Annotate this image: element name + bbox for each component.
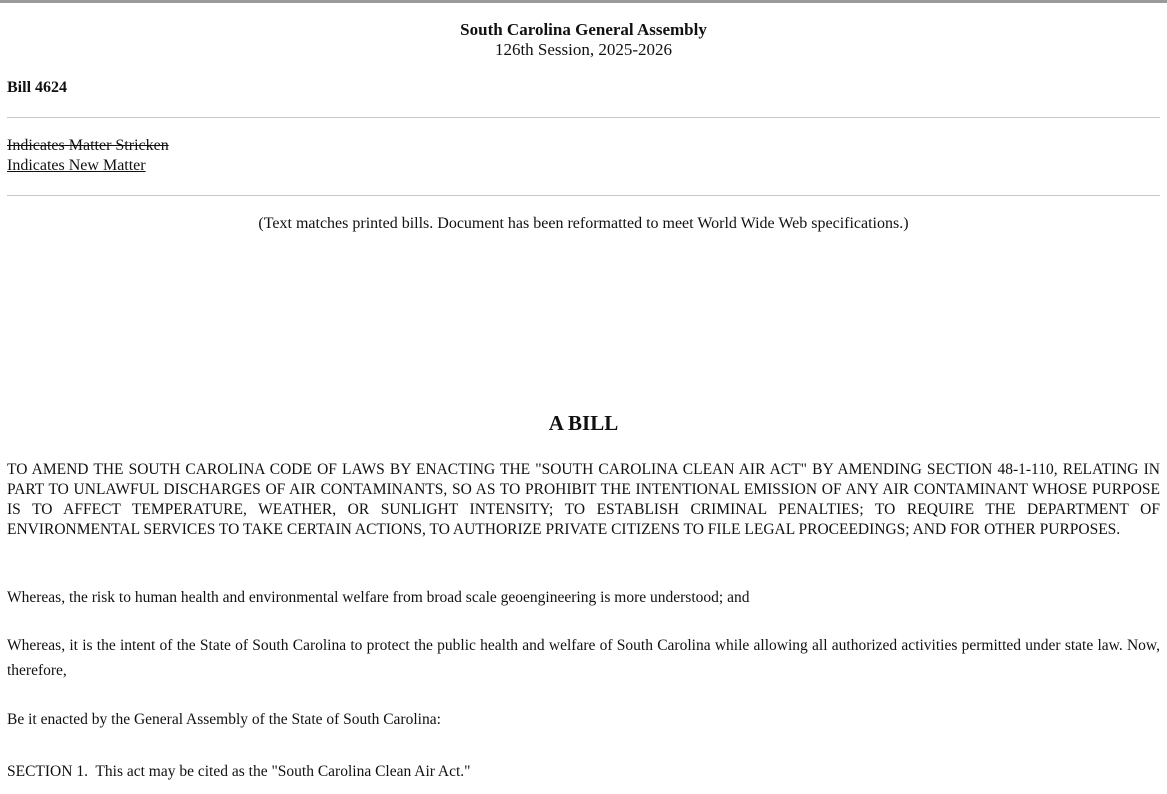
legend-new-matter: Indicates New Matter [7, 157, 146, 174]
divider [7, 117, 1160, 118]
session-label: 126th Session, 2025-2026 [494, 40, 673, 59]
top-border [0, 0, 1167, 3]
bill-heading: A BILL [548, 411, 619, 435]
enacting-clause: Be it enacted by the General Assembly of the State of South Carolina: [7, 711, 441, 728]
divider [7, 195, 1160, 196]
assembly-title: South Carolina General Assembly [460, 20, 707, 39]
format-note: (Text matches printed bills. Document has been reformatted to meet World Wide Web specifications.) [258, 215, 909, 232]
bill-title-paragraph: TO AMEND THE SOUTH CAROLINA CODE OF LAWS BY ENACTING THE "SOUTH CAROLINA CLEAN AIR ACT" BY AMENDING SECTION 48-1-110, RELATING IN PART TO UNLAWFUL DISCHARGES OF AIR CONTAMINANTS, SO AS TO PROHIBIT THE INTENTIONAL EMISSION OF ANY AIR CONTAMINANT WHOSE PURPOSE IS TO AFFECT TEMPERATURE, WEATHER, OR SUNLIGHT INTENSITY; TO ESTABLISH CRIMINAL PENALTIES; TO REQUIRE THE DEPARTMENT OF ENVIRONMENTAL SERVICES TO TAKE CERTAIN ACTIONS, TO AUTHORIZE PRIVATE CITIZENS TO FILE LEGAL PROCEEDINGS; AND FOR OTHER PURPOSES. [7, 461, 1160, 538]
whereas-paragraph-2: Whereas, it is the intent of the State of South Carolina to protect the public health and welfare of South Carolina while allowing all authorized activities permitted under state law. Now, therefore, [7, 637, 1160, 679]
whereas-paragraph-1: Whereas, the risk to human health and environmental welfare from broad scale geoengineering is more understood; and [7, 589, 750, 606]
section-1: SECTION 1. This act may be cited as the "South Carolina Clean Air Act." [7, 763, 471, 780]
legend-stricken: Indicates Matter Stricken [7, 137, 169, 154]
bill-number: Bill 4624 [7, 79, 68, 96]
